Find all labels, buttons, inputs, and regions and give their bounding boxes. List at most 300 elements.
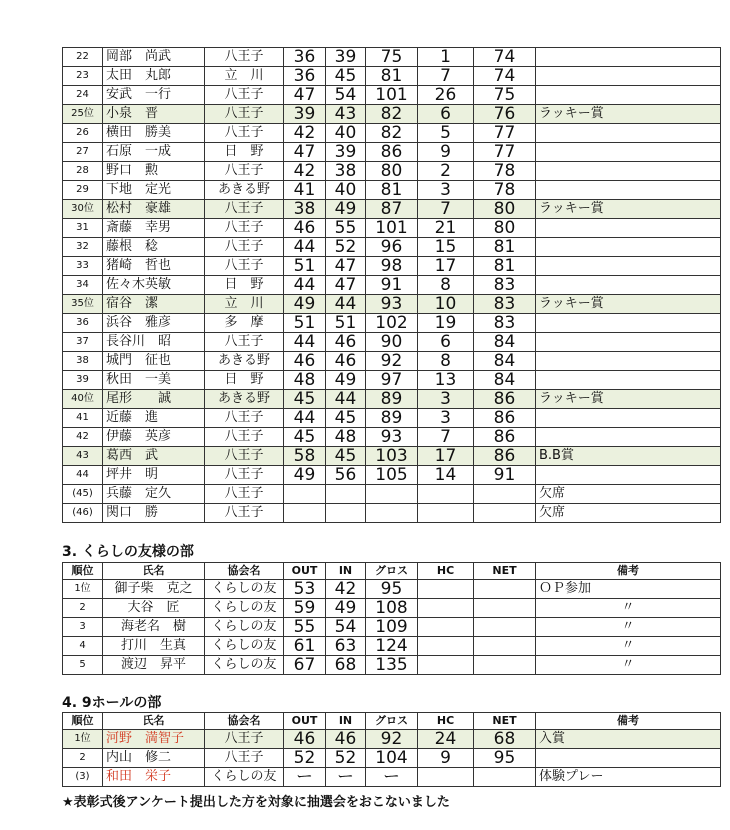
hc-cell: 6 bbox=[418, 333, 474, 352]
assoc-cell: 八王子 bbox=[205, 333, 284, 352]
out-cell: 42 bbox=[284, 124, 326, 143]
header-name: 氏名 bbox=[103, 713, 205, 730]
hc-cell: 14 bbox=[418, 466, 474, 485]
section-title-9hole: 4. 9ホールの部 bbox=[62, 695, 162, 711]
out-cell: 47 bbox=[284, 143, 326, 162]
gross-cell: 93 bbox=[366, 428, 418, 447]
assoc-cell: 八王子 bbox=[205, 86, 284, 105]
out-cell: 38 bbox=[284, 200, 326, 219]
gross-cell: 90 bbox=[366, 333, 418, 352]
name-cell: 葛西 武 bbox=[103, 447, 205, 466]
gross-cell: 80 bbox=[366, 162, 418, 181]
hc-cell: 6 bbox=[418, 105, 474, 124]
note-cell: ラッキー賞 bbox=[536, 295, 721, 314]
table-row bbox=[63, 352, 721, 371]
hc-cell: 8 bbox=[418, 276, 474, 295]
note-cell: 欠席 bbox=[536, 504, 721, 523]
name-cell: 宿谷 潔 bbox=[103, 295, 205, 314]
out-cell: 58 bbox=[284, 447, 326, 466]
gross-cell: 97 bbox=[366, 371, 418, 390]
hc-cell: 8 bbox=[418, 352, 474, 371]
net-cell: 74 bbox=[474, 67, 536, 86]
name-cell: 御子柴 克之 bbox=[103, 580, 205, 599]
out-cell: 45 bbox=[284, 390, 326, 409]
header-assoc: 協会名 bbox=[205, 713, 284, 730]
assoc-cell: 八王子 bbox=[205, 504, 284, 523]
rank-cell: 39 bbox=[63, 371, 103, 390]
main-results-table bbox=[62, 47, 721, 523]
net-cell: 80 bbox=[474, 219, 536, 238]
out-cell: 49 bbox=[284, 466, 326, 485]
in-cell: 56 bbox=[326, 466, 366, 485]
out-cell: 55 bbox=[284, 618, 326, 637]
rank-cell: 42 bbox=[63, 428, 103, 447]
gross-cell: 92 bbox=[366, 352, 418, 371]
note-cell bbox=[536, 124, 721, 143]
note-cell: ラッキー賞 bbox=[536, 200, 721, 219]
out-cell: 49 bbox=[284, 295, 326, 314]
out-cell: 36 bbox=[284, 48, 326, 67]
table-row bbox=[63, 730, 721, 749]
hc-cell: 3 bbox=[418, 181, 474, 200]
in-cell: 49 bbox=[326, 371, 366, 390]
note-cell bbox=[536, 86, 721, 105]
header-gross: グロス bbox=[366, 713, 418, 730]
out-cell: 61 bbox=[284, 637, 326, 656]
rank-cell: 41 bbox=[63, 409, 103, 428]
out-cell: 48 bbox=[284, 371, 326, 390]
rank-cell: 37 bbox=[63, 333, 103, 352]
name-cell: 河野 満智子 bbox=[103, 730, 205, 749]
gross-cell: 103 bbox=[366, 447, 418, 466]
hc-cell: 15 bbox=[418, 238, 474, 257]
in-cell: 44 bbox=[326, 390, 366, 409]
in-cell: 45 bbox=[326, 67, 366, 86]
note-cell: 入賞 bbox=[536, 730, 721, 749]
assoc-cell: 八王子 bbox=[205, 257, 284, 276]
note-cell bbox=[536, 257, 721, 276]
kurashi-results-table bbox=[62, 562, 721, 675]
table-row bbox=[63, 485, 721, 504]
out-cell: 46 bbox=[284, 730, 326, 749]
gross-cell: 91 bbox=[366, 276, 418, 295]
note-cell: B.B賞 bbox=[536, 447, 721, 466]
gross-cell: 105 bbox=[366, 466, 418, 485]
name-cell: 猪崎 哲也 bbox=[103, 257, 205, 276]
table-header-row bbox=[63, 563, 721, 580]
net-cell: 76 bbox=[474, 105, 536, 124]
out-cell: 51 bbox=[284, 314, 326, 333]
gross-cell: 89 bbox=[366, 409, 418, 428]
net-cell: 83 bbox=[474, 314, 536, 333]
header-in: IN bbox=[326, 563, 366, 580]
name-cell: 藤根 稔 bbox=[103, 238, 205, 257]
out-cell: 47 bbox=[284, 86, 326, 105]
name-cell: 長谷川 昭 bbox=[103, 333, 205, 352]
rank-cell: 5 bbox=[63, 656, 103, 675]
net-cell: 84 bbox=[474, 333, 536, 352]
hc-cell bbox=[418, 485, 474, 504]
note-cell: ＯＰ参加 bbox=[536, 580, 721, 599]
name-cell: 石原 一成 bbox=[103, 143, 205, 162]
rank-cell: 31 bbox=[63, 219, 103, 238]
note-cell bbox=[536, 219, 721, 238]
in-cell bbox=[326, 485, 366, 504]
rank-cell: (45) bbox=[63, 485, 103, 504]
table-row bbox=[63, 656, 721, 675]
note-cell bbox=[536, 238, 721, 257]
gross-cell: 101 bbox=[366, 86, 418, 105]
header-rank: 順位 bbox=[63, 713, 103, 730]
gross-cell: 87 bbox=[366, 200, 418, 219]
in-cell: 40 bbox=[326, 124, 366, 143]
note-cell bbox=[536, 143, 721, 162]
note-cell bbox=[536, 314, 721, 333]
in-cell: ー bbox=[326, 768, 366, 787]
table-row bbox=[63, 314, 721, 333]
rank-cell: 26 bbox=[63, 124, 103, 143]
in-cell: 45 bbox=[326, 409, 366, 428]
in-cell: 52 bbox=[326, 238, 366, 257]
table-row bbox=[63, 124, 721, 143]
in-cell: 51 bbox=[326, 314, 366, 333]
gross-cell bbox=[366, 504, 418, 523]
in-cell: 49 bbox=[326, 599, 366, 618]
name-cell: 内山 修二 bbox=[103, 749, 205, 768]
assoc-cell: 八王子 bbox=[205, 730, 284, 749]
hc-cell: 21 bbox=[418, 219, 474, 238]
rank-cell: 43 bbox=[63, 447, 103, 466]
name-cell: 秋田 一美 bbox=[103, 371, 205, 390]
rank-cell: 3 bbox=[63, 618, 103, 637]
out-cell: 51 bbox=[284, 257, 326, 276]
in-cell: 48 bbox=[326, 428, 366, 447]
table-row bbox=[63, 257, 721, 276]
rank-cell: 30位 bbox=[63, 200, 103, 219]
assoc-cell: 日 野 bbox=[205, 276, 284, 295]
hc-cell: 17 bbox=[418, 447, 474, 466]
table-row bbox=[63, 48, 721, 67]
gross-cell: 93 bbox=[366, 295, 418, 314]
header-out: OUT bbox=[284, 713, 326, 730]
out-cell bbox=[284, 504, 326, 523]
hc-cell: 2 bbox=[418, 162, 474, 181]
hc-cell: 19 bbox=[418, 314, 474, 333]
net-cell: 86 bbox=[474, 428, 536, 447]
in-cell: 52 bbox=[326, 749, 366, 768]
gross-cell: ー bbox=[366, 768, 418, 787]
name-cell: 兵藤 定久 bbox=[103, 485, 205, 504]
assoc-cell: 日 野 bbox=[205, 143, 284, 162]
name-cell: 伊藤 英彦 bbox=[103, 428, 205, 447]
name-cell: 浜谷 雅彦 bbox=[103, 314, 205, 333]
in-cell: 68 bbox=[326, 656, 366, 675]
rank-cell: 2 bbox=[63, 599, 103, 618]
net-cell: 84 bbox=[474, 371, 536, 390]
net-cell: 78 bbox=[474, 181, 536, 200]
in-cell: 54 bbox=[326, 618, 366, 637]
net-cell: 91 bbox=[474, 466, 536, 485]
table-row bbox=[63, 295, 721, 314]
table-row bbox=[63, 67, 721, 86]
header-note: 備考 bbox=[536, 713, 721, 730]
name-cell: 安武 一行 bbox=[103, 86, 205, 105]
name-cell: 近藤 進 bbox=[103, 409, 205, 428]
assoc-cell: 八王子 bbox=[205, 749, 284, 768]
assoc-cell: 八王子 bbox=[205, 428, 284, 447]
net-cell: 83 bbox=[474, 276, 536, 295]
gross-cell: 92 bbox=[366, 730, 418, 749]
net-cell: 84 bbox=[474, 352, 536, 371]
name-cell: 小泉 晋 bbox=[103, 105, 205, 124]
gross-cell: 81 bbox=[366, 181, 418, 200]
note-cell: 欠席 bbox=[536, 485, 721, 504]
in-cell: 46 bbox=[326, 352, 366, 371]
name-cell: 大谷 匠 bbox=[103, 599, 205, 618]
hc-cell: 9 bbox=[418, 143, 474, 162]
net-cell: 78 bbox=[474, 162, 536, 181]
table-row bbox=[63, 86, 721, 105]
assoc-cell: 八王子 bbox=[205, 105, 284, 124]
note-cell bbox=[536, 352, 721, 371]
in-cell: 38 bbox=[326, 162, 366, 181]
assoc-cell: 立 川 bbox=[205, 295, 284, 314]
assoc-cell: 八王子 bbox=[205, 162, 284, 181]
table-row bbox=[63, 749, 721, 768]
rank-cell: 32 bbox=[63, 238, 103, 257]
hc-cell bbox=[418, 768, 474, 787]
rank-cell: 33 bbox=[63, 257, 103, 276]
gross-cell: 98 bbox=[366, 257, 418, 276]
in-cell: 45 bbox=[326, 447, 366, 466]
note-cell: 体験プレー bbox=[536, 768, 721, 787]
note-cell bbox=[536, 48, 721, 67]
assoc-cell: 多 摩 bbox=[205, 314, 284, 333]
name-cell: 坪井 明 bbox=[103, 466, 205, 485]
net-cell: 86 bbox=[474, 447, 536, 466]
name-cell: 和田 栄子 bbox=[103, 768, 205, 787]
rank-cell: 38 bbox=[63, 352, 103, 371]
assoc-cell: 立 川 bbox=[205, 67, 284, 86]
rank-cell: 22 bbox=[63, 48, 103, 67]
gross-cell bbox=[366, 485, 418, 504]
hc-cell: 17 bbox=[418, 257, 474, 276]
out-cell: 67 bbox=[284, 656, 326, 675]
note-cell: ラッキー賞 bbox=[536, 390, 721, 409]
rank-cell: 23 bbox=[63, 67, 103, 86]
out-cell: 39 bbox=[284, 105, 326, 124]
net-cell: 77 bbox=[474, 124, 536, 143]
rank-cell: (46) bbox=[63, 504, 103, 523]
hc-cell bbox=[418, 504, 474, 523]
net-cell bbox=[474, 504, 536, 523]
gross-cell: 82 bbox=[366, 105, 418, 124]
table-row bbox=[63, 504, 721, 523]
gross-cell: 124 bbox=[366, 637, 418, 656]
table-row bbox=[63, 466, 721, 485]
header-assoc: 協会名 bbox=[205, 563, 284, 580]
assoc-cell: 八王子 bbox=[205, 447, 284, 466]
rank-cell: 29 bbox=[63, 181, 103, 200]
net-cell: 83 bbox=[474, 295, 536, 314]
table-row bbox=[63, 276, 721, 295]
name-cell: 佐々木英敏 bbox=[103, 276, 205, 295]
rank-cell: 25位 bbox=[63, 105, 103, 124]
in-cell: 55 bbox=[326, 219, 366, 238]
header-hc: HC bbox=[418, 713, 474, 730]
hc-cell: 9 bbox=[418, 749, 474, 768]
note-cell: ラッキー賞 bbox=[536, 105, 721, 124]
assoc-cell: 日 野 bbox=[205, 371, 284, 390]
table-row bbox=[63, 143, 721, 162]
table-row bbox=[63, 162, 721, 181]
net-cell bbox=[474, 485, 536, 504]
gross-cell: 109 bbox=[366, 618, 418, 637]
section-title-kurashi: 3. くらしの友様の部 bbox=[62, 544, 194, 560]
header-net: NET bbox=[474, 563, 536, 580]
rank-cell: 28 bbox=[63, 162, 103, 181]
in-cell: 39 bbox=[326, 48, 366, 67]
note-cell: 〃 bbox=[536, 599, 721, 618]
out-cell: ー bbox=[284, 768, 326, 787]
hc-cell bbox=[418, 656, 474, 675]
hc-cell bbox=[418, 637, 474, 656]
table-row bbox=[63, 105, 721, 124]
rank-cell: 35位 bbox=[63, 295, 103, 314]
footnote: ★表彰式後アンケート提出した方を対象に抽選会をおこないました bbox=[62, 795, 450, 810]
header-in: IN bbox=[326, 713, 366, 730]
gross-cell: 89 bbox=[366, 390, 418, 409]
table-row bbox=[63, 409, 721, 428]
name-cell: 城門 征也 bbox=[103, 352, 205, 371]
out-cell: 46 bbox=[284, 219, 326, 238]
table-row bbox=[63, 390, 721, 409]
hc-cell bbox=[418, 580, 474, 599]
assoc-cell: あきる野 bbox=[205, 181, 284, 200]
net-cell bbox=[474, 656, 536, 675]
rank-cell: 4 bbox=[63, 637, 103, 656]
note-cell bbox=[536, 181, 721, 200]
out-cell: 59 bbox=[284, 599, 326, 618]
gross-cell: 95 bbox=[366, 580, 418, 599]
table-row bbox=[63, 219, 721, 238]
out-cell: 53 bbox=[284, 580, 326, 599]
rank-cell: 24 bbox=[63, 86, 103, 105]
rank-cell: 27 bbox=[63, 143, 103, 162]
name-cell: 海老名 樹 bbox=[103, 618, 205, 637]
table-row bbox=[63, 637, 721, 656]
in-cell: 42 bbox=[326, 580, 366, 599]
net-cell: 95 bbox=[474, 749, 536, 768]
out-cell: 44 bbox=[284, 333, 326, 352]
out-cell: 52 bbox=[284, 749, 326, 768]
table-row bbox=[63, 428, 721, 447]
net-cell: 74 bbox=[474, 48, 536, 67]
header-name: 氏名 bbox=[103, 563, 205, 580]
name-cell: 下地 定光 bbox=[103, 181, 205, 200]
name-cell: 打川 生真 bbox=[103, 637, 205, 656]
net-cell bbox=[474, 637, 536, 656]
net-cell bbox=[474, 618, 536, 637]
rank-cell: (3) bbox=[63, 768, 103, 787]
rank-cell: 40位 bbox=[63, 390, 103, 409]
note-cell bbox=[536, 466, 721, 485]
hc-cell: 7 bbox=[418, 200, 474, 219]
hc-cell: 1 bbox=[418, 48, 474, 67]
assoc-cell: くらしの友 bbox=[205, 768, 284, 787]
assoc-cell: あきる野 bbox=[205, 352, 284, 371]
assoc-cell: くらしの友 bbox=[205, 580, 284, 599]
out-cell bbox=[284, 485, 326, 504]
assoc-cell: くらしの友 bbox=[205, 599, 284, 618]
gross-cell: 86 bbox=[366, 143, 418, 162]
header-note: 備考 bbox=[536, 563, 721, 580]
rank-cell: 1位 bbox=[63, 730, 103, 749]
gross-cell: 102 bbox=[366, 314, 418, 333]
in-cell bbox=[326, 504, 366, 523]
rank-cell: 44 bbox=[63, 466, 103, 485]
out-cell: 41 bbox=[284, 181, 326, 200]
hc-cell: 10 bbox=[418, 295, 474, 314]
name-cell: 斎藤 幸男 bbox=[103, 219, 205, 238]
header-net: NET bbox=[474, 713, 536, 730]
note-cell bbox=[536, 276, 721, 295]
hc-cell: 3 bbox=[418, 409, 474, 428]
out-cell: 45 bbox=[284, 428, 326, 447]
net-cell bbox=[474, 768, 536, 787]
assoc-cell: くらしの友 bbox=[205, 618, 284, 637]
in-cell: 54 bbox=[326, 86, 366, 105]
table-row bbox=[63, 599, 721, 618]
table-row bbox=[63, 333, 721, 352]
rank-cell: 36 bbox=[63, 314, 103, 333]
note-cell: 〃 bbox=[536, 637, 721, 656]
table-row bbox=[63, 238, 721, 257]
assoc-cell: 八王子 bbox=[205, 219, 284, 238]
hc-cell: 3 bbox=[418, 390, 474, 409]
gross-cell: 104 bbox=[366, 749, 418, 768]
in-cell: 43 bbox=[326, 105, 366, 124]
gross-cell: 96 bbox=[366, 238, 418, 257]
assoc-cell: 八王子 bbox=[205, 48, 284, 67]
note-cell bbox=[536, 333, 721, 352]
gross-cell: 101 bbox=[366, 219, 418, 238]
assoc-cell: あきる野 bbox=[205, 390, 284, 409]
net-cell bbox=[474, 599, 536, 618]
header-gross: グロス bbox=[366, 563, 418, 580]
assoc-cell: 八王子 bbox=[205, 124, 284, 143]
note-cell bbox=[536, 749, 721, 768]
name-cell: 尾形 誠 bbox=[103, 390, 205, 409]
hc-cell: 7 bbox=[418, 67, 474, 86]
table-row bbox=[63, 618, 721, 637]
gross-cell: 108 bbox=[366, 599, 418, 618]
table-row bbox=[63, 200, 721, 219]
table-header-row bbox=[63, 713, 721, 730]
name-cell: 野口 勲 bbox=[103, 162, 205, 181]
header-hc: HC bbox=[418, 563, 474, 580]
gross-cell: 75 bbox=[366, 48, 418, 67]
rank-cell: 2 bbox=[63, 749, 103, 768]
assoc-cell: 八王子 bbox=[205, 409, 284, 428]
net-cell: 86 bbox=[474, 390, 536, 409]
net-cell bbox=[474, 580, 536, 599]
nine-hole-results-table bbox=[62, 712, 721, 787]
hc-cell: 24 bbox=[418, 730, 474, 749]
table-row bbox=[63, 371, 721, 390]
net-cell: 81 bbox=[474, 257, 536, 276]
out-cell: 44 bbox=[284, 276, 326, 295]
